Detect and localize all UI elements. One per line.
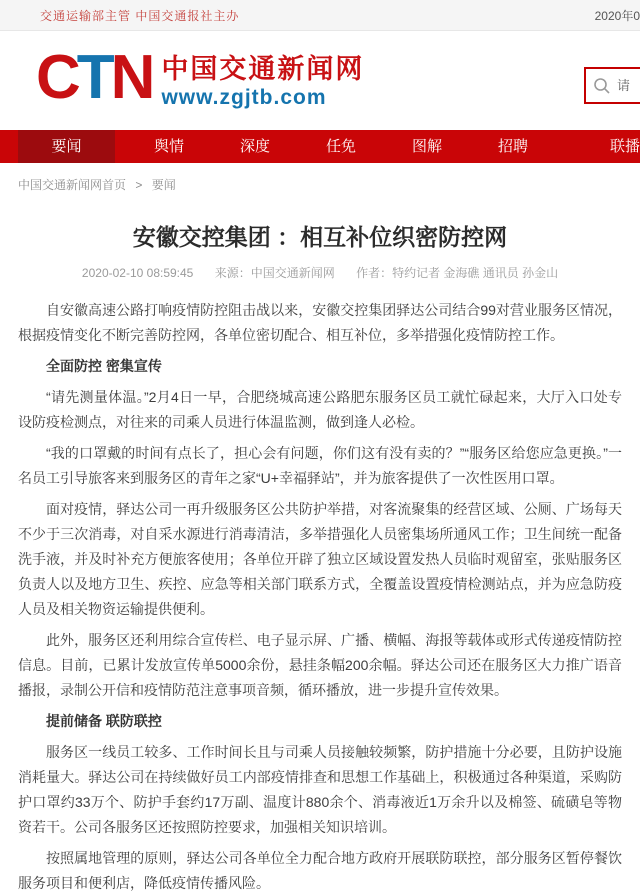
breadcrumb-home[interactable]: 中国交通新闻网首页 — [18, 178, 127, 192]
nav-item[interactable]: 招聘 — [497, 138, 528, 155]
article-datetime: 2020-02-10 08:59:45 — [81, 266, 194, 280]
article-paragraph: 面对疫情，驿达公司一再升级服务区公共防护举措，对客流聚集的经营区域、公厕、广场每天不少于三次消毒，对自采水源进行消毒清洁，多举措强化人员密集场所通风工作；卫生间统一配备洗手液，并及时补充方便旅客使用；各单位开辟了独立区域设置发热人员临时观留室，张贴服务区负责人以及地方卫生、疾控、应急等相关部门联系方式，全覆盖设置疫情检测站点，并为应急防疫人员及相关物资运输提供便利。 — [18, 501, 622, 617]
top-utility-bar — [0, 0, 640, 31]
logo-text — [161, 53, 364, 115]
ctn-logo-letters: CTN — [36, 43, 152, 112]
article-body — [0, 294, 640, 896]
main-nav-list — [0, 130, 640, 163]
article-paragraph: 此外，服务区还利用综合宣传栏、电子显示屏、广播、横幅、海报等载体或形式传递疫情防控信息。目前，已累计发放宣传单5000余份，悬挂条幅200余幅。驿达公司还在服务区大力推广语音播报，录制公开信和疫情防范注意事项音频，循环播放，进一步提升宣传效果。 — [18, 632, 622, 698]
article-paragraph: 服务区一线员工较多、工作时间长且与司乘人员接触较频繁，防护措施十分必要，且防护设施消耗量大。驿达公司在持续做好员工内部疫情排查和思想工作基础上，积极通过各种渠道，采购防护口罩约33万个、防护手套约17万副、温度计880余个、消毒液近1万余升以及棉签、硫磺皂等物资若干。公司各服务区还按照防控要求，加强相关知识培训。 — [18, 744, 622, 835]
article-paragraph: 按照属地管理的原则，驿达公司各单位全力配合地方政府开展联防联控，部分服务区暂停餐饮服务项目和便利店，降低疫情传播风险。 — [18, 850, 622, 891]
site-logo[interactable] — [36, 41, 364, 115]
article-author: 作者：特约记者 金海礁 通讯员 孙金山 — [356, 266, 559, 280]
site-header — [0, 31, 640, 130]
supervisor-text: 交通运输部主管 中国交通报社主办 — [40, 8, 240, 23]
article-paragraph: 自安徽高速公路打响疫情防控阻击战以来，安徽交控集团驿达公司结合99对营业服务区情况，根据疫情变化不断完善防控网，各单位密切配合、相互补位，多举措强化疫情防控工作。 — [18, 302, 622, 343]
article-paragraph: “请先测量体温。”2月4日一早，合肥绕城高速公路肥东服务区员工就忙碌起来，大厅入口处专设防疫检测点，对往来的司乘人员进行体温监测，做到逢人必检。 — [18, 389, 622, 430]
current-date: 2020年0 — [594, 8, 640, 23]
nav-item[interactable]: 联播 — [609, 138, 640, 155]
section-heading: 全面防控 密集宣传 — [46, 358, 162, 374]
article-title: 安徽交控集团 ：相互补位织密防控网 — [132, 224, 508, 250]
site-name: 中国交通新闻网 — [161, 54, 365, 84]
search-box[interactable] — [584, 67, 640, 104]
nav-item[interactable]: 要闻 — [18, 130, 115, 163]
search-icon — [593, 77, 611, 95]
breadcrumb — [0, 163, 640, 202]
nav-item[interactable]: 图解 — [411, 138, 442, 155]
nav-item[interactable]: 舆情 — [153, 138, 184, 155]
section-heading: 提前储备 联防联控 — [46, 713, 162, 729]
breadcrumb-separator: > — [135, 178, 143, 192]
nav-item[interactable]: 任免 — [325, 138, 356, 155]
article-meta — [0, 264, 640, 280]
breadcrumb-current[interactable]: 要闻 — [151, 178, 176, 192]
article-paragraph: “我的口罩戴的时间有点长了，担心会有问题，你们这有没有卖的？”“服务区给您应急更换。”一名员工引导旅客来到服务区的青年之家“U+幸福驿站”，并为旅客提供了一次性医用口罩。 — [18, 445, 622, 486]
nav-item[interactable]: 深度 — [239, 138, 270, 155]
article-source: 来源：中国交通新闻网 — [214, 266, 335, 280]
site-url: www.zgjtb.com — [161, 86, 327, 109]
search-input[interactable] — [617, 78, 640, 93]
main-nav — [0, 130, 640, 163]
